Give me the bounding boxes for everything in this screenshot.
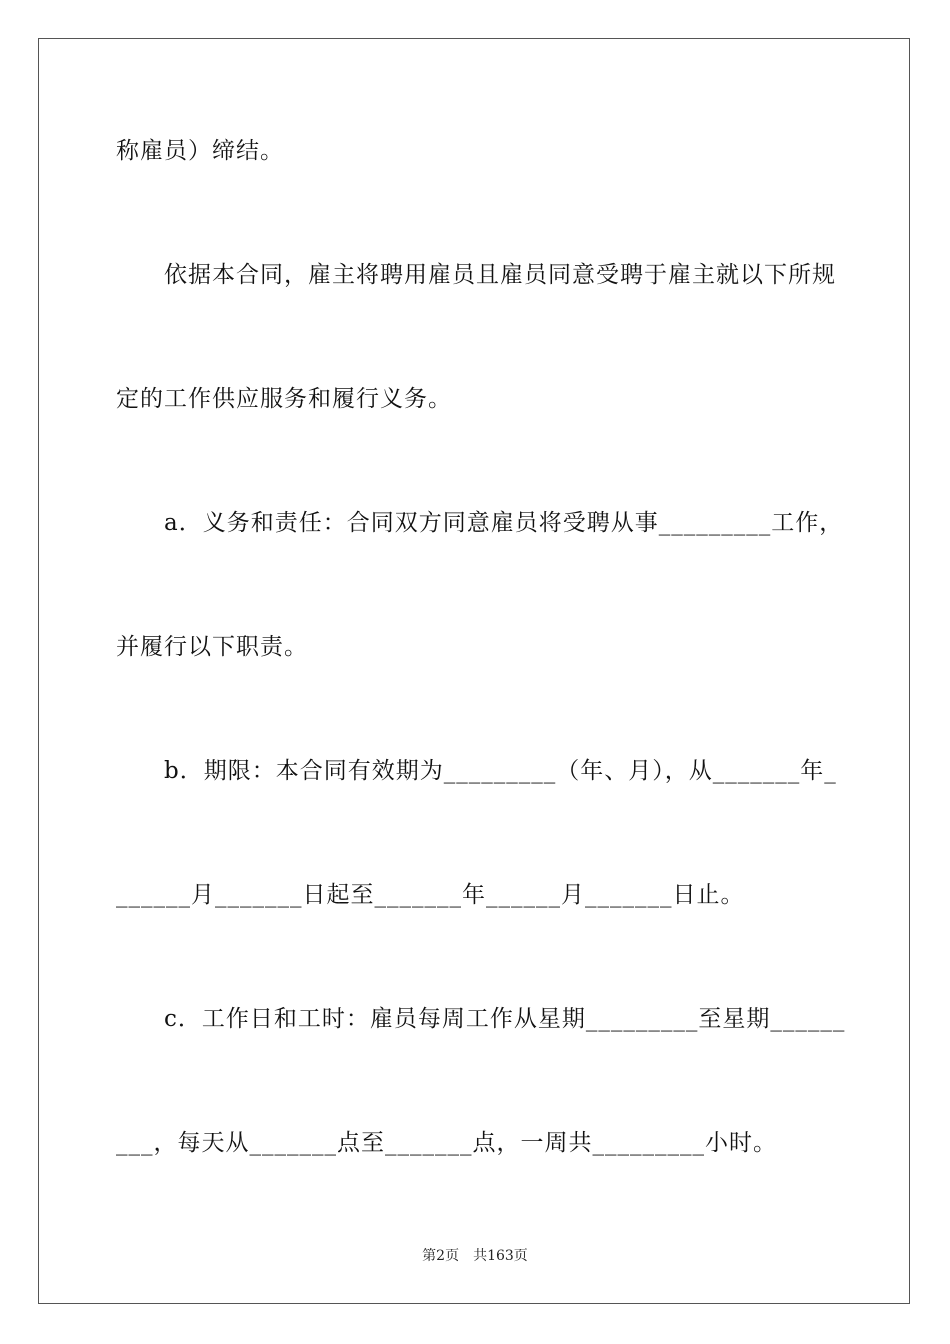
body-line: b．期限：本合同有效期为_________（年、月），从_______年_	[116, 758, 837, 784]
body-line: 并履行以下职责。	[116, 634, 308, 660]
body-line: 依据本合同，雇主将聘用雇员且雇员同意受聘于雇主就以下所规	[116, 262, 836, 288]
body-line: ___，每天从_______点至_______点，一周共_________小时。	[116, 1130, 777, 1156]
body-line: 定的工作供应服务和履行义务。	[116, 386, 452, 412]
body-line: 称雇员）缔结。	[116, 138, 284, 164]
body-line: c．工作日和工时：雇员每周工作从星期_________至星期______	[116, 1006, 846, 1032]
page-number-footer: 第2页 共163页	[422, 1248, 528, 1264]
body-line: ______月_______日起至_______年______月_______日止。	[116, 882, 745, 908]
body-line: a．义务和责任：合同双方同意雇员将受聘从事_________工作，	[116, 510, 844, 536]
page-frame	[38, 38, 910, 1304]
